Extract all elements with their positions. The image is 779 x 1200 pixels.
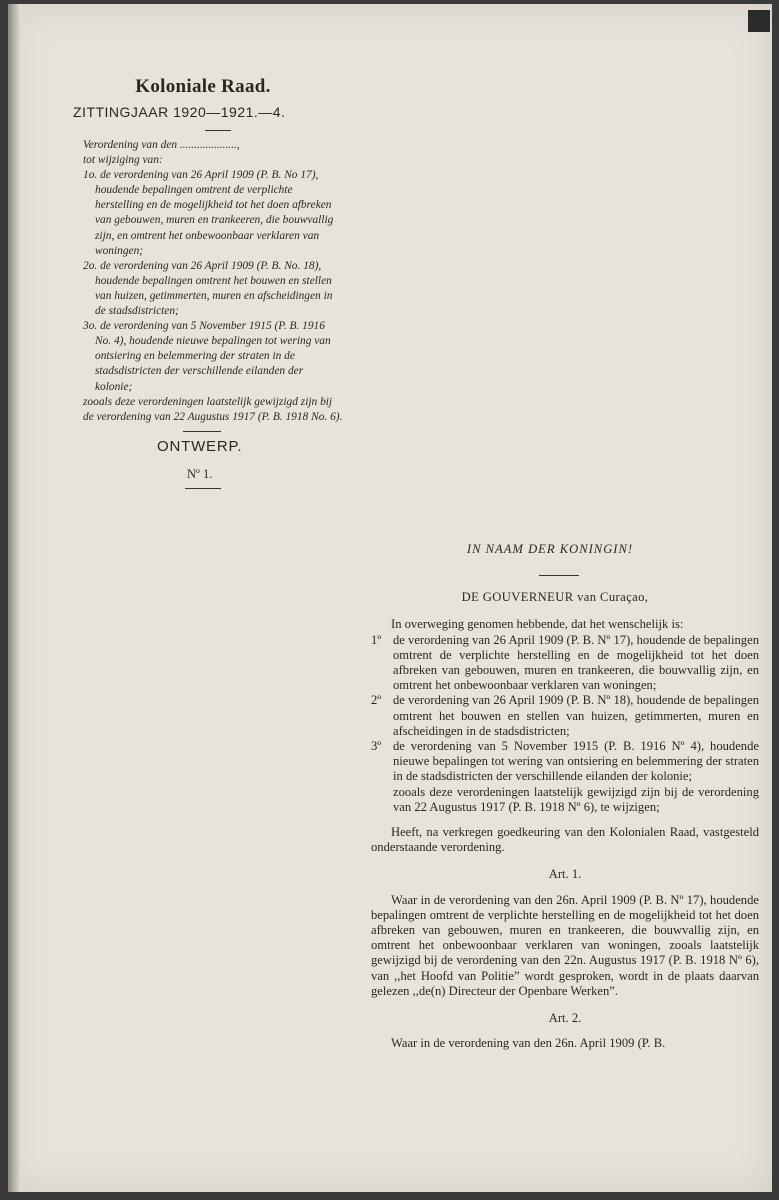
article-2-title: Art. 2. [548, 1011, 582, 1026]
session-year: ZITTINGJAAR 1920—1921.—4. [73, 104, 286, 120]
royal-heading: IN NAAM DER KONINGIN! [466, 542, 634, 556]
considering-item [371, 633, 759, 694]
right-column [371, 542, 759, 1051]
left-column [73, 76, 343, 489]
summary-item: 2o. de verordening van 26 April 1909 (P. B. No. 18), houdende bepalingen omtrent het bouwen en stellen van huizen, getimmerten, muren en afscheidingen in de stadsdistricten; [83, 259, 333, 318]
item-number: 1º [371, 632, 382, 647]
considering-item [371, 693, 759, 739]
intro-line: tot wijziging van: [83, 154, 163, 167]
article-2-text: Waar in de verordening van den 26n. April 1909 (P. B. [391, 1036, 666, 1051]
item-text: de verordening van 5 November 1915 (P. B. 1916 Nº 4), houdende nieuwe bepalingen tot wering van ontsiering en belemmering der straten in de stadsdistricten der verschillende eilanden der kolonie; [393, 739, 759, 784]
summary-item: 3o. de verordening van 5 November 1915 (P. B. 1916 No. 4), houdende nieuwe bepalingen tot wering van ontsiering en belemmering der straten in de stadsdistricten der verschillende eilanden der kolonie; [83, 320, 331, 393]
considering-clause: In overweging genomen hebbende, dat het wenschelijk is: [391, 617, 684, 632]
item-number: 2º [371, 693, 382, 708]
divider-bottom [185, 488, 221, 489]
item-text: zooals deze verordeningen laatstelijk gewijzigd zijn bij de verordening van 22 Augustus 1917 (P. B. 1918 Nº 6), te wijzigen; [393, 784, 759, 814]
document-page [8, 4, 772, 1192]
ordinance-summary [83, 138, 343, 425]
draft-label: ONTWERP. [157, 437, 243, 455]
article-1-text: Waar in de verordening van den 26n. April 1909 (P. B. Nº 17), houdende bepalingen omtrent de verplichte herstelling en de mogelijkheid tot het doen afbreken van gebouwen, muren en trankeeren, die bouwvallig zijn, en omtrent het onbewoonbaar verklaren van woningen, zooals laatstelijk gewijzigd bij de verordening van den 22n. Augustus 1917 (P. B. 1918 Nº 6), van ,,het Hoofd van Politie” wordt gesproken, wordt in de plaats daarvan gelezen ,,de(n) Directeur der Openbare Werken”. [371, 892, 759, 998]
summary-closing: zooals deze verordeningen laatstelijk gewijzigd zijn bij de verordening van 22 Augustus 1917 (P. B. 1918 No. 6). [83, 395, 343, 423]
enactment-clause: Heeft, na verkregen goedkeuring van den Kolonialen Raad, vastgesteld onderstaande verordening. [371, 825, 759, 855]
considering-item [371, 739, 759, 785]
intro-line: Verordening van den ...................., [83, 139, 240, 151]
considering-item [371, 785, 759, 815]
divider-mid [183, 431, 221, 432]
governor-heading: DE GOUVERNEUR van Curaçao, [461, 590, 649, 605]
summary-item: 1o. de verordening van 26 April 1909 (P. B. No 17), houdende bepalingen omtrent de verplichte herstelling en de mogelijkheid tot het doen afbreken van gebouwen, muren en trankeeren, die bouwvallig zijn, en omtrent het onbewoonbaar verklaren van woningen; [83, 169, 334, 257]
divider-short [205, 130, 231, 131]
divider-right [539, 575, 579, 576]
page-binding-edge [8, 4, 22, 1192]
corner-tab [748, 10, 770, 32]
article-1-title: Art. 1. [548, 867, 582, 882]
item-number: 3º [371, 739, 382, 754]
council-title: Koloniale Raad. [135, 76, 271, 97]
item-text: de verordening van 26 April 1909 (P. B. Nº 18), houdende de bepalingen omtrent het bouwen en stellen van huizen, getimmerten, muren en afscheidingen in de stadsdistricten; [393, 693, 759, 738]
draft-number: Nº 1. [187, 466, 213, 481]
item-text: de verordening van 26 April 1909 (P. B. Nº 17), houdende de bepalingen omtrent de verplichte herstelling en de mogelijkheid tot het doen afbreken van gebouwen, muren en trankeeren, die bouwvallig zijn, en omtrent het onbewoonbaar verklaren van woningen; [393, 632, 759, 693]
